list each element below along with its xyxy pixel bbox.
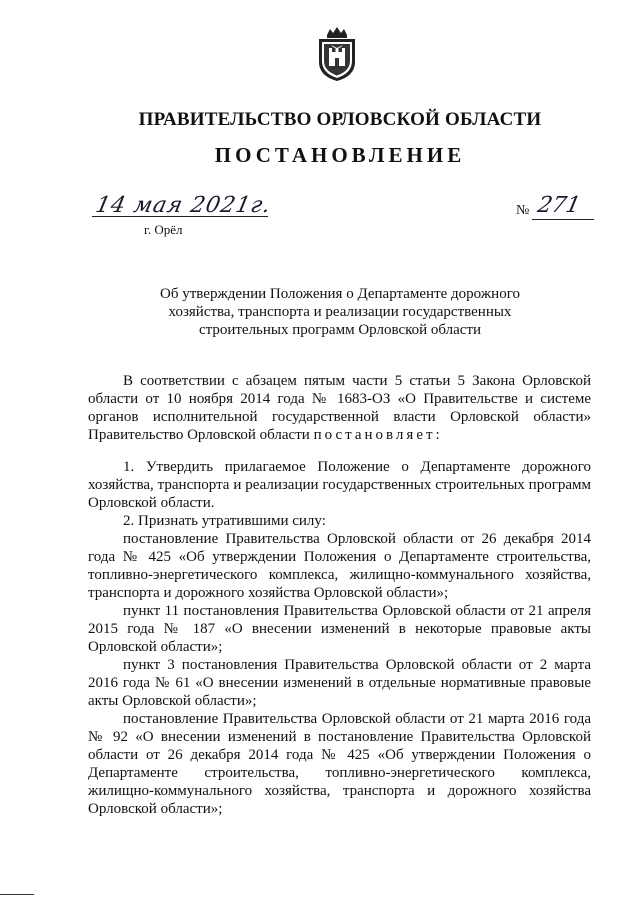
number-underline — [532, 219, 594, 220]
repealed-act-paragraph: пункт 11 постановления Правительства Орловской области от 21 апреля 2015 года № 187 «О внесении изменений в некоторые правовые акты Орловской области»; — [88, 603, 591, 655]
preamble-text: В соответствии с абзацем пятым части 5 статьи 5 Закона Орловской области от 10 ноября 2014 года № 1683-ОЗ «О Правительстве и системе органов исполнительной государственной власти Орловской области» Правительство Орловской области — [88, 373, 591, 443]
subject-line: Об утверждении Положения о Департаменте дорожного — [160, 286, 520, 302]
handwritten-date: 14 мая 2021г. — [93, 193, 274, 218]
issue-city: г. Орёл — [144, 222, 183, 237]
repealed-act-paragraph: пункт 3 постановления Правительства Орловской области от 2 марта 2016 года № 61 «О внесении изменений в отдельные нормативные правовые акты Орловской области»; — [88, 657, 591, 709]
document-body — [88, 372, 591, 818]
page-corner-mark — [0, 894, 34, 895]
document-type: ПОСТАНОВЛЕНИЕ — [214, 143, 466, 167]
subject-line: хозяйства, транспорта и реализации государственных — [168, 304, 512, 320]
document-subject — [120, 285, 560, 339]
repealed-act-paragraph: постановление Правительства Орловской области от 21 марта 2016 года № 92 «О внесении изменений в постановление Правительства Орловской области от 26 декабря 2014 года № 425 «Об утверждении Положения о Департаменте строительства, топливно-энергетического комплекса, жилищно-коммунального хозяйства, транспорта и дорожного хозяйства Орловской области»; — [88, 711, 591, 817]
preamble-paragraph — [88, 372, 591, 444]
handwritten-number: 271 — [535, 193, 583, 218]
preamble-verb: постановляет: — [313, 427, 443, 443]
subject-line: строительных программ Орловской области — [198, 322, 482, 338]
coat-of-arms-icon — [313, 26, 361, 82]
number-label: № — [516, 203, 530, 218]
item-2-paragraph: 2. Признать утратившими силу: — [123, 513, 326, 529]
repealed-act-paragraph: постановление Правительства Орловской области от 26 декабря 2014 года № 425 «Об утверждении Положения о Департаменте строительства, топливно-энергетического комплекса, жилищно-коммунального хозяйства, транспорта и дорожного хозяйства Орловской области»; — [88, 531, 591, 601]
government-name: ПРАВИТЕЛЬСТВО ОРЛОВСКОЙ ОБЛАСТИ — [138, 109, 542, 130]
item-1-paragraph: 1. Утвердить прилагаемое Положение о Департаменте дорожного хозяйства, транспорта и реализации государственных строительных программ Орловской области. — [88, 459, 591, 511]
